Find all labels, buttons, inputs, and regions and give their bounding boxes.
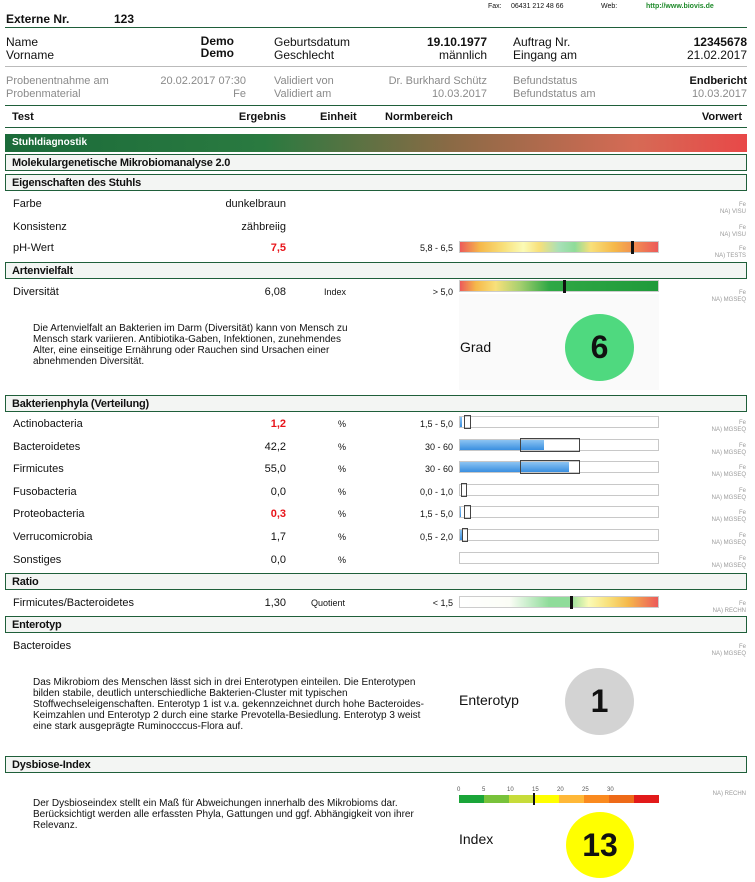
phyla-verrucomicrobia-name: Verrucomicrobia [13,531,93,543]
section-artenvielfalt [5,262,747,279]
dysbiose-description: Der Dysbioseindex stellt ein Maß für Abweichungen innerhalb des Mikrobioms dar. Berücksichtigt werden alle erfassten Phyla, Gattungen und ggf. Abhängigkeit von ihrer Relevanz. [33,798,414,831]
row-konsistenz-value: zähbreiig [241,221,286,233]
validiert-am-label: Validiert am [274,88,332,100]
section-dysbiose [5,756,747,773]
dysbiose-tick: 10 [507,787,514,793]
ph-marker [631,241,634,254]
row-ratio-source: Fe NA) RECHN [712,601,746,614]
phyla-actinobacteria-norm: 1,5 - 5,0 [419,419,453,429]
col-normbereich: Normbereich [385,111,453,123]
phyla-bacteroidetes-value: 42,2 [264,441,286,453]
probenentnahme-label: Probenentnahme am [6,75,109,87]
dysbiose-tick: 15 [532,787,539,793]
col-vorwert: Vorwert [701,111,742,123]
section-dysbiose-title: Dysbiose-Index [12,759,91,771]
dysbiose-scale [459,795,659,803]
phyla-actinobacteria-value: 1,2 [270,418,286,430]
vorname-value: Demo [200,46,234,60]
section-phyla-title: Bakterienphyla (Verteilung) [12,398,150,410]
probenmaterial-label: Probenmaterial [6,88,81,100]
phyla-proteobacteria-unit: % [338,509,347,519]
enterotyp-circle: 1 [565,668,634,735]
phyla-proteobacteria-norm: 1,5 - 5,0 [419,509,453,519]
section-phyla [5,395,747,412]
phyla-actinobacteria-range [464,415,471,429]
row-ph-norm: 5,8 - 6,5 [419,243,453,253]
phyla-sonstiges-bar [459,552,659,564]
row-ph-value: 7,5 [270,242,286,254]
section-molekular [5,154,747,171]
befundstatus-am-value: 10.03.2017 [691,88,747,100]
row-farbe-name: Farbe [13,198,42,210]
phyla-bacteroidetes-range [520,438,579,452]
phyla-fusobacteria-bar [459,484,659,496]
phyla-sonstiges-unit: % [338,555,347,565]
geschlecht-label: Geschlecht [274,48,335,62]
row-ratio-unit: Quotient [311,598,346,608]
phyla-proteobacteria-name: Proteobacteria [13,508,85,520]
phyla-fusobacteria-unit: % [338,487,347,497]
row-konsistenz-name: Konsistenz [13,221,67,233]
section-ratio-title: Ratio [12,576,39,588]
header-divider [5,27,747,28]
validiert-am-value: 10.03.2017 [431,88,487,100]
row-ph-source: Fe NA) TESTS [714,246,746,259]
phyla-fusobacteria-range [461,483,467,497]
enterotyp-label: Enterotyp [459,692,519,708]
phyla-firmicutes-unit: % [338,464,347,474]
phyla-fusobacteria-norm: 0,0 - 1,0 [419,487,453,497]
grad-circle: 6 [565,314,634,381]
ph-scale [459,241,659,253]
phyla-bacteroidetes-unit: % [338,442,347,452]
phyla-firmicutes-value: 55,0 [264,463,286,475]
validiert-von-value: Dr. Burkhard Schütz [388,75,487,87]
phyla-firmicutes-norm: 30 - 60 [424,464,453,474]
category-bar [5,134,747,152]
auftrag-label: Auftrag Nr. [513,35,571,49]
row-diversitaet-value: 6,08 [264,286,286,298]
row-ratio-value: 1,30 [264,597,286,609]
phyla-actinobacteria-name: Actinobacteria [13,418,83,430]
grad-label: Grad [460,339,492,355]
dysbiose-tick: 20 [557,787,564,793]
phyla-proteobacteria-range [464,505,471,519]
section-enterotyp [5,616,747,633]
row-diversitaet-unit: Index [324,287,347,297]
phyla-bacteroidetes-bar [459,439,659,451]
name-value: Demo [200,34,234,48]
web-label: Web: [601,3,618,10]
dysbiose-tick: 25 [582,787,589,793]
phyla-bacteroidetes-name: Bacteroidetes [13,441,81,453]
section-molekular-title: Molekulargenetische Mikrobiomanalyse 2.0 [12,157,231,169]
diversitaet-description: Die Artenvielfalt an Bakterien im Darm (Diversität) kann von Mensch zu Mensch stark variieren. Antibiotika-Gaben, Infektionen, zunehmendes Alter, eine einseitige Ernährung oder Rauchen sind Ursachen einer abnehmenden Diversität. [33,323,348,367]
phyla-firmicutes-source: Fe NA) MGSEQ [711,465,746,478]
externe-nr-label: Externe Nr. [6,12,70,26]
phyla-verrucomicrobia-norm: 0,5 - 2,0 [419,532,453,542]
name-label: Name [6,35,39,49]
category-title: Stuhldiagnostik [12,137,87,148]
phyla-bacteroidetes-source: Fe NA) MGSEQ [711,443,746,456]
row-bacteroides-source: Fe NA) MGSEQ [711,644,746,657]
section-ratio [5,573,747,590]
row-diversitaet-norm: > 5,0 [432,287,453,297]
phyla-verrucomicrobia-bar [459,529,659,541]
section-eigenschaften-title: Eigenschaften des Stuhls [12,177,142,189]
fax-label: Fax: [488,3,502,10]
auftrag-value: 12345678 [693,35,747,49]
probenentnahme-value: 20.02.2017 07:30 [160,75,246,87]
row-ph-name: pH-Wert [13,242,54,254]
phyla-proteobacteria-source: Fe NA) MGSEQ [711,510,746,523]
probenmaterial-value: Fe [233,88,246,100]
dysbiose-tick: 0 [457,787,461,793]
phyla-proteobacteria-bar [459,506,659,518]
dysbiose-marker [533,793,535,805]
externe-nr-value: 123 [114,12,135,26]
diversitaet-scale [459,280,659,292]
geschlecht-value: männlich [438,48,487,62]
phyla-proteobacteria-fill [460,507,461,517]
row-konsistenz-source: Fe NA) VISU [719,225,746,238]
phyla-bacteroidetes-norm: 30 - 60 [424,442,453,452]
befundstatus-am-label: Befundstatus am [513,88,596,100]
enterotyp-description: Das Mikrobiom des Menschen lässt sich in drei Enterotypen einteilen. Die Enterotypen bilden stabile, deutlich unterschiedliche Bakterien-Cluster mit typischen Stoffwechseleigenschaften. Enterotyp 1 ist v.a. gekennzeichnet durch hohe Bacteroides-Keimzahlen und Enterotyp 2 durch eine starke Prevotella-Besiedlung. Enterotyp 3 weist eine stark ausgeprägte Ruminocccus-Flora auf. [33,677,424,732]
phyla-fusobacteria-value: 0,0 [270,486,286,498]
row-diversitaet-name: Diversität [13,286,59,298]
phyla-verrucomicrobia-source: Fe NA) MGSEQ [711,533,746,546]
befundstatus-label: Befundstatus [513,75,578,87]
web-link[interactable]: http://www.biovis.de [646,3,714,10]
phyla-sonstiges-source: Fe NA) MGSEQ [711,556,746,569]
patient-divider [5,66,747,67]
diversitaet-marker [563,280,566,293]
section-eigenschaften [5,174,747,191]
row-farbe-value: dunkelbraun [225,198,286,210]
row-bacteroides-name: Bacteroides [13,640,72,652]
phyla-actinobacteria-fill [460,417,462,427]
phyla-fusobacteria-name: Fusobacteria [13,486,77,498]
phyla-actinobacteria-unit: % [338,419,347,429]
phyla-firmicutes-range [520,460,579,474]
ratio-marker [570,596,573,609]
phyla-actinobacteria-bar [459,416,659,428]
row-farbe-source: Fe NA) VISU [719,202,746,215]
phyla-sonstiges-name: Sonstiges [13,554,62,566]
row-ratio-norm: < 1,5 [432,598,453,608]
eingang-label: Eingang am [513,48,578,62]
columns-top-line [5,105,747,106]
vorname-label: Vorname [6,48,55,62]
ratio-scale [459,596,659,608]
dysbiose-label: Index [459,831,494,847]
befundstatus-value: Endbericht [689,75,747,87]
row-diversitaet-source: Fe NA) MGSEQ [711,290,746,303]
section-enterotyp-title: Enterotyp [12,619,62,631]
phyla-fusobacteria-source: Fe NA) MGSEQ [711,488,746,501]
geburtsdatum-label: Geburtsdatum [274,35,351,49]
phyla-verrucomicrobia-unit: % [338,532,347,542]
validiert-von-label: Validiert von [274,75,334,87]
dysbiose-circle: 13 [566,812,634,878]
col-test: Test [12,111,34,123]
row-ratio-name: Firmicutes/Bacteroidetes [13,597,135,609]
dysbiose-tick: 30 [607,787,614,793]
geburtsdatum-value: 19.10.1977 [426,35,487,49]
col-ergebnis: Ergebnis [238,111,286,123]
dysbiose-source: NA) RECHN [712,791,746,797]
phyla-firmicutes-name: Firmicutes [13,463,64,475]
phyla-verrucomicrobia-value: 1,7 [270,531,286,543]
phyla-actinobacteria-source: Fe NA) MGSEQ [711,420,746,433]
phyla-proteobacteria-value: 0,3 [270,508,286,520]
section-artenvielfalt-title: Artenvielfalt [12,265,73,277]
col-einheit: Einheit [320,111,357,123]
eingang-value: 21.02.2017 [686,48,747,62]
phyla-verrucomicrobia-range [462,528,468,542]
columns-bottom-line [5,127,747,128]
dysbiose-tick: 5 [482,787,486,793]
phyla-sonstiges-value: 0,0 [270,554,286,566]
phyla-firmicutes-bar [459,461,659,473]
fax-value: 06431 212 48 66 [511,3,564,10]
